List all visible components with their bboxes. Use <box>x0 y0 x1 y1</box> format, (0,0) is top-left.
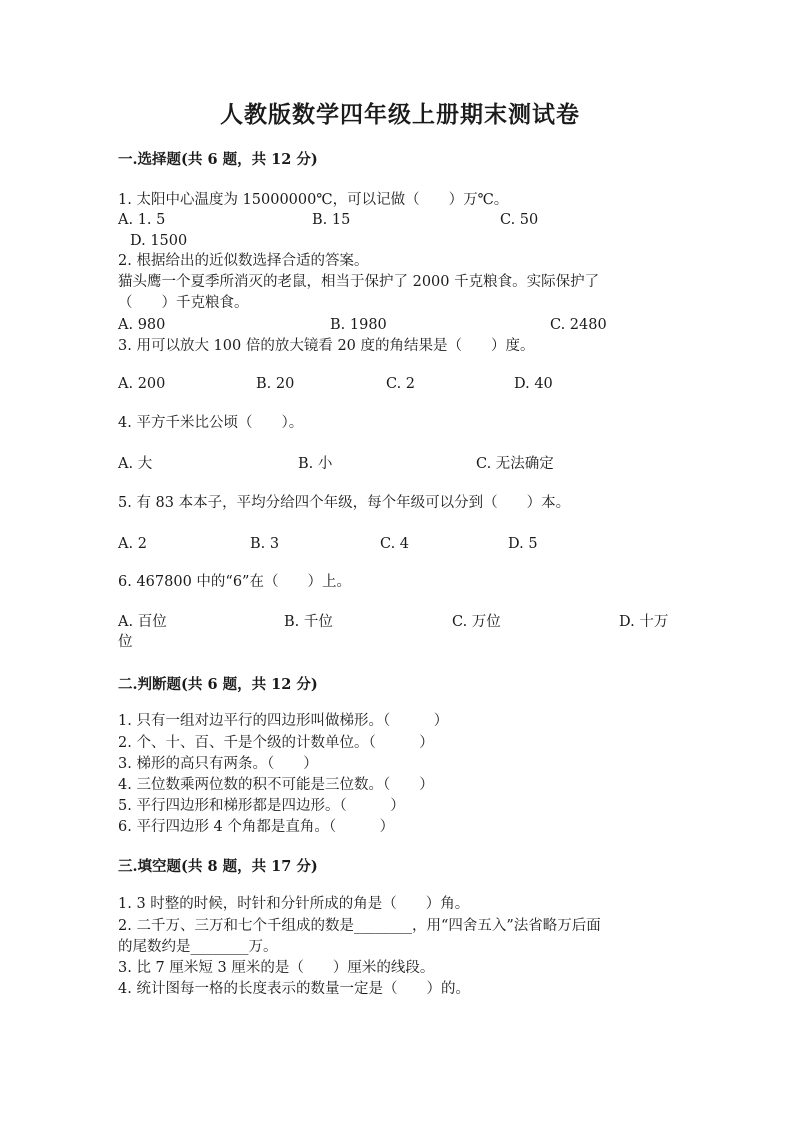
fill-item-2: 2. 二千万、三万和七个千组成的数是________，用“四舍五入”法省略万后面 <box>118 918 601 934</box>
question-4-option-c: C. 无法确定 <box>476 456 554 472</box>
question-1-stem: 1. 太阳中心温度为 15000000℃，可以记做（ ）万℃。 <box>118 192 509 208</box>
question-4-option-b: B. 小 <box>298 456 333 472</box>
question-6-option-c: C. 万位 <box>452 614 501 630</box>
question-2-option-c: C. 2480 <box>550 317 607 333</box>
section-heading-choice: 一.选择题(共 6 题，共 12 分) <box>118 151 318 168</box>
question-6-stem: 6. 467800 中的“6”在（ ）上。 <box>118 574 351 590</box>
question-6-option-b: B. 千位 <box>284 614 333 630</box>
question-1-option-b: B. 15 <box>312 212 351 228</box>
question-1-option-d: D. 1500 <box>130 233 188 249</box>
fill-item-1: 1. 3 时整的时候，时针和分针所成的角是（ ）角。 <box>118 896 470 912</box>
question-5-option-b: B. 3 <box>250 536 280 552</box>
question-6-option-a: A. 百位 <box>118 614 167 630</box>
question-2-option-a: A. 980 <box>118 317 166 333</box>
section-heading-judgement: 二.判断题(共 6 题，共 12 分) <box>118 676 318 693</box>
question-1-option-a: A. 1. 5 <box>118 212 166 228</box>
judgement-item-4: 4. 三位数乘两位数的积不可能是三位数。（ ） <box>118 777 434 793</box>
judgement-item-3: 3. 梯形的高只有两条。（ ） <box>118 756 318 772</box>
judgement-item-1: 1. 只有一组对边平行的四边形叫做梯形。（ ） <box>118 713 449 729</box>
question-2-option-b: B. 1980 <box>330 317 387 333</box>
section-heading-fill-in: 三.填空题(共 8 题，共 17 分) <box>118 858 318 875</box>
fill-item-2-continued: 的尾数约是________万。 <box>118 939 278 955</box>
question-3-option-c: C. 2 <box>386 376 416 392</box>
question-4-option-a: A. 大 <box>118 456 153 472</box>
judgement-item-5: 5. 平行四边形和梯形都是四边形。（ ） <box>118 798 405 814</box>
judgement-item-6: 6. 平行四边形 4 个角都是直角。（ ） <box>118 819 395 835</box>
question-3-stem: 3. 用可以放大 100 倍的放大镜看 20 度的角结果是（ ）度。 <box>118 338 535 354</box>
question-2-stem: 2. 根据给出的近似数选择合适的答案。 <box>118 253 369 269</box>
question-6-option-d-wrap: 位 <box>118 634 133 650</box>
question-4-stem: 4. 平方千米比公顷（ ）。 <box>118 415 304 431</box>
fill-item-4: 4. 统计图每一格的长度表示的数量一定是（ ）的。 <box>118 981 470 997</box>
question-5-stem: 5. 有 83 本本子，平均分给四个年级，每个年级可以分到（ ）本。 <box>118 495 571 511</box>
question-5-option-a: A. 2 <box>118 536 147 552</box>
question-3-option-b: B. 20 <box>256 376 295 392</box>
question-2-line-2: 猫头鹰一个夏季所消灭的老鼠，相当于保护了 2000 千克粮食。实际保护了 <box>118 274 600 290</box>
judgement-item-2: 2. 个、十、百、千是个级的计数单位。（ ） <box>118 735 434 751</box>
question-1-option-c: C. 50 <box>500 212 539 228</box>
question-6-option-d: D. 十万 <box>619 614 669 630</box>
question-3-option-d: D. 40 <box>514 376 553 392</box>
page-title: 人教版数学四年级上册期末测试卷 <box>220 101 580 128</box>
question-3-option-a: A. 200 <box>118 376 166 392</box>
question-5-option-d: D. 5 <box>508 536 538 552</box>
question-5-option-c: C. 4 <box>380 536 410 552</box>
question-2-line-3: （ ）千克粮食。 <box>118 295 249 311</box>
fill-item-3: 3. 比 7 厘米短 3 厘米的是（ ）厘米的线段。 <box>118 960 435 976</box>
